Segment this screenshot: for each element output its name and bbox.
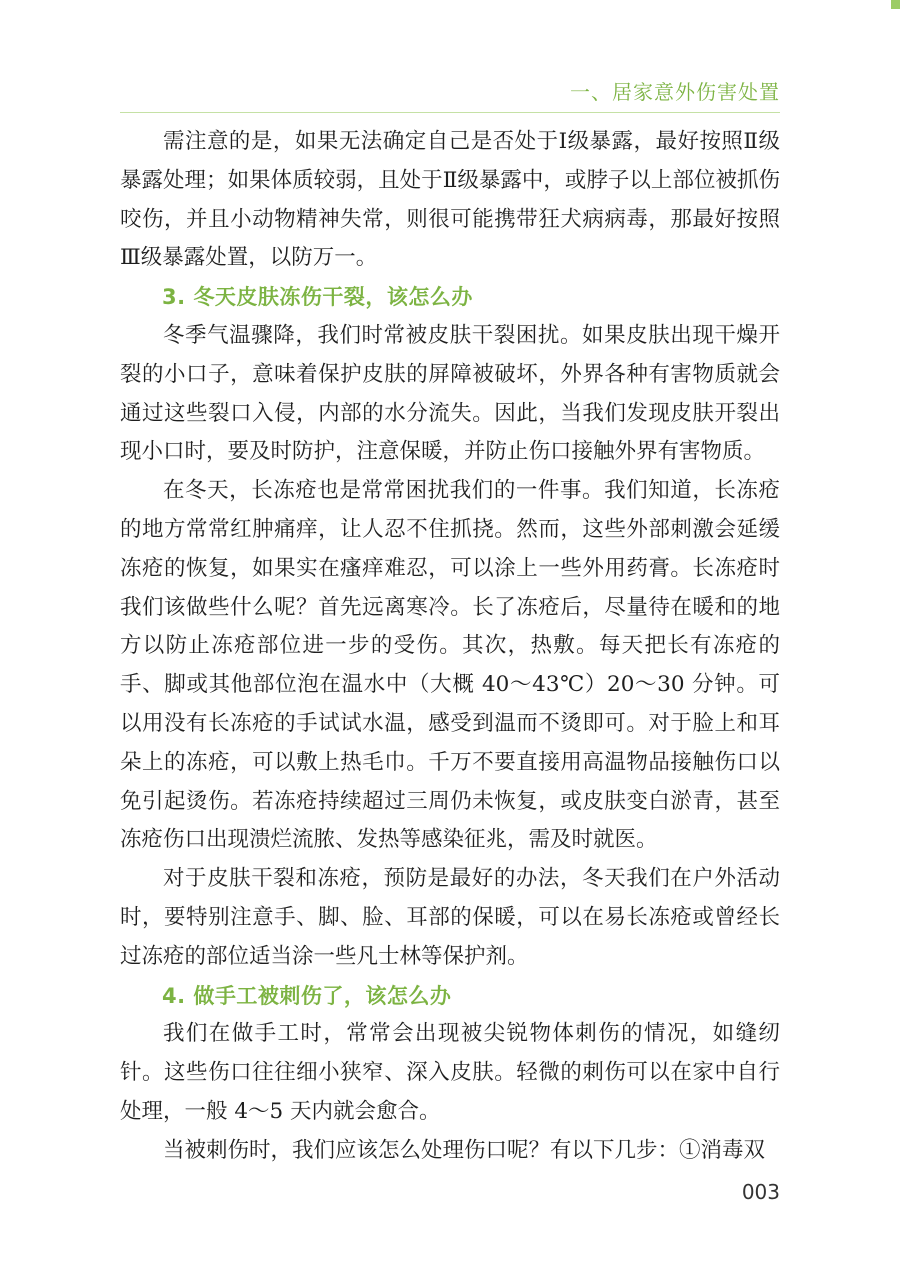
body-paragraph: 我们在做手工时，常常会出现被尖锐物体刺伤的情况，如缝纫针。这些伤口往往细小狭窄、深入皮肤。轻微的刺伤可以在家中自行处理，一般 4～5 天内就会愈合。 — [120, 1021, 780, 1124]
body-paragraph: 在冬天，长冻疮也是常常困扰我们的一件事。我们知道，长冻疮的地方常常红肿痛痒，让人忍不住抓挠。然而，这些外部刺激会延缓冻疮的恢复，如果实在瘙痒难忍，可以涂上一些外用药膏。长冻疮时我们该做些什么呢？首先远离寒冷。长了冻疮后，尽量待在暖和的地方以防止冻疮部位进一步的受伤。其次，热敷。每天把长有冻疮的手、脚或其他部位泡在温水中（大概 40～43℃）20～30 分钟。可以用没有长冻疮的手试试水温，感受到温而不烫即可。对于脸上和耳朵上的冻疮，可以敷上热毛巾。千万不要直接用高温物品接触伤口以免引起烫伤。若冻疮持续超过三周仍未恢复，或皮肤变白淤青，甚至冻疮伤口出现溃烂流脓、发热等感染征兆，需及时就医。 — [120, 478, 780, 853]
page-body — [120, 123, 780, 1171]
section-heading: 4. 做手工被刺伤了，该怎么办 — [162, 983, 452, 1008]
body-paragraph: 当被刺伤时，我们应该怎么处理伤口呢？有以下几步：①消毒双 — [163, 1137, 766, 1163]
body-paragraph: 需注意的是，如果无法确定自己是否处于Ⅰ级暴露，最好按照Ⅱ级暴露处理；如果体质较弱，且处于Ⅱ级暴露中，或脖子以上部位被抓伤咬伤，并且小动物精神失常，则很可能携带狂犬病病毒，那最好按照Ⅲ级暴露处置，以防万一。 — [120, 129, 780, 271]
body-paragraph: 冬季气温骤降，我们时常被皮肤干裂困扰。如果皮肤出现干燥开裂的小口子，意味着保护皮肤的屏障被破坏，外界各种有害物质就会通过这些裂口入侵，内部的水分流失。因此，当我们发现皮肤开裂出现小口时，要及时防护，注意保暖，并防止伤口接触外界有害物质。 — [120, 322, 780, 465]
section-heading: 3. 冬天皮肤冻伤干裂，该怎么办 — [162, 285, 473, 310]
header-divider — [120, 112, 780, 113]
corner-tab-mark — [891, 0, 900, 9]
body-paragraph: 对于皮肤干裂和冻疮，预防是最好的办法，冬天我们在户外活动时，要特别注意手、脚、脸、耳部的保暖，可以在易长冻疮或曾经长过冻疮的部位适当涂一些凡士林等保护剂。 — [120, 866, 780, 969]
page-number: 003 — [741, 1180, 780, 1204]
running-header: 一、居家意外伤害处置 — [570, 80, 780, 104]
